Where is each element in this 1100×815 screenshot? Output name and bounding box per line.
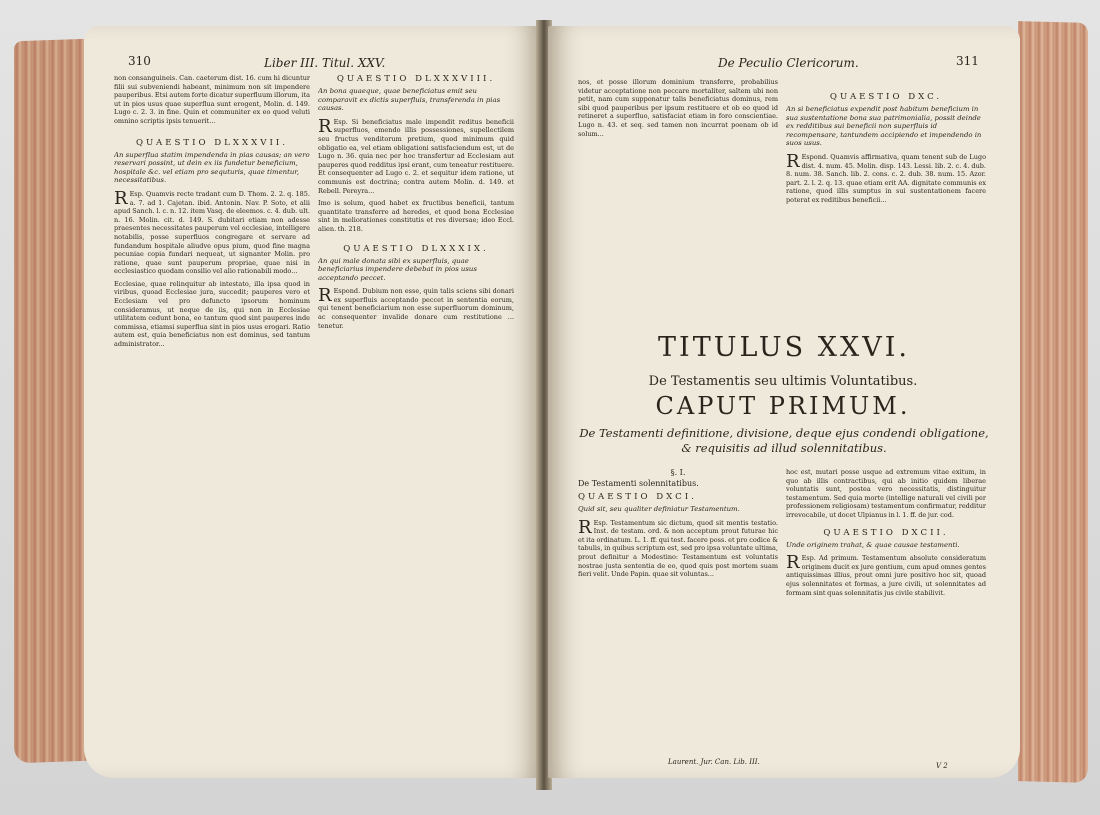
drop-cap: R <box>786 552 800 574</box>
drop-cap: R <box>114 187 128 209</box>
right-page <box>548 26 1020 778</box>
question-text-590: An si beneficiatus expendit post habitum beneficium in sua sustentatione bona sua patrimonialia, possit deinde ex redditibus sui beneficii non superfluis id recompensare, tantundem accipiendo et impendendo in suos usus. <box>786 105 982 148</box>
right-running-head: De Peculio Clericorum. <box>718 56 859 70</box>
question-heading-587: QUAESTIO DLXXXVII. <box>136 137 288 148</box>
question-heading-588: QUAESTIO DLXXXVIII. <box>336 74 496 84</box>
question-heading-590: QUAESTIO DXC. <box>829 92 943 102</box>
question-text-588: An bona quaeque, quae beneficiatus emit seu comparavit ex dictis superfluis, transferenda in pias causas. <box>318 87 501 113</box>
answer-text-589: R Espond. Dubium non esse, quin talis sciens sibi donari ex superfluis acceptando peccet in sententia eorum, qui tenent beneficiarium non esse superfluorum dominum, ac consequenter invalide donare cum restitutione ... tenetur. <box>318 285 514 330</box>
left-page-number: 310 <box>128 54 151 68</box>
titulus-subtitle: De Testamentis seu ultimis Voluntatibus. <box>648 374 918 389</box>
drop-cap: R <box>786 150 800 172</box>
answer-text-588: R Esp. Si beneficiatus male impendit reditus beneficii superfluos, emendo illis possessiones, supellectilem seu fructus venditorum pretium, quod minimum quid obligatio ea, vel etiam obligationi satisfaciendum est, ut de Lugo n. 36. quia nec per hoc transfertur ad Ecclesiam aut pauperes quod redditus ipsi erant, cum teneatur restituere. Et consequenter ad Lugo c. 2. et sequitur idem ratione, ut communis est doctrina; contra autem Molin. d. 149. et Rebell. Pereyra... <box>318 115 514 195</box>
left-page <box>84 26 540 778</box>
answer-text-592: R Esp. Ad primum. Testamentum absolute consideratum originem ducit ex jure gentium, cum apud omnes gentes antiquissimas illius, prout omni jure positivo hoc sit, quoad ejus solennitates et formas, a jure civili, ut solennitates ad formam sint quas solennitatis jus civile stabilivit. <box>786 552 986 597</box>
question-text-587: An superflua statim impendenda in pias causas; an vero reservari possint, ut dein ex iis fundetur beneficium, hospitale &c. vel etiam pro sequturis, quae timentur, necessitatibus. <box>114 150 310 185</box>
right-bottom-column-2 <box>786 468 986 768</box>
right-page-number: 311 <box>956 54 979 68</box>
question-text-592: Unde originem trahat, & quae causae testamenti. <box>786 540 960 549</box>
answer-text-591: R Esp. Testamentum sic dictum, quod sit mentis testatio. Inst. de testam. ord. & non acceptum prout futurae hic et ita ordinatum. L. 1. ff. qui test. facere poss. et pro codice & tabulis, in quibus scriptum est, sed pro ipsa voluntate ultima, prout definitur a Modestino: Testamentum est voluntatis nostrae justa sententia de eo, quod quis post mortem suam fieri velit. Unde Papin. quae sit voluntas... <box>578 516 778 579</box>
section-mark: §. I. <box>670 468 686 477</box>
caput-heading: CAPUT PRIMUM. <box>655 392 911 420</box>
titulus-heading: TITULUS XXVI. <box>658 332 910 363</box>
left-column-1 <box>114 74 310 764</box>
drop-cap: R <box>578 516 592 538</box>
answer-text-587: R Esp. Quamvis recte tradant cum D. Thom. 2. 2. q. 185. a. 7. ad 1. Cajetan. ibid. Antonin. Nav. P. Soto, et alii apud Sanch. l. c. n. 12. item Vasq. de eleemos. c. 4. dub. ult. n. 16. Molin. cit. d. 149. S. dubitari etiam non adesse praesentes necessitates pauperum vel ecclesiae, intelligere notabilis, posse superfluos congregare et servare ad fundandum hospitale aliudve opus pium, quod fine magna pecuniae copia fundari nequeat, ut signanter Molin. pro ratione, quae sunt pauperum propriae, quae nisi in ecclesiastico quodam consilio vel alio rationabili modo... <box>114 187 310 276</box>
left-running-head: Liber III. Titul. XXV. <box>264 56 386 70</box>
continued-answer-589: nos, et posse illorum dominium transferre, probabilius videtur acceptatione non peccare mortaliter, saltem ubi non petit, nam cum supponatur talis beneficiatus dominus, rem sibi quod pauperibus per ipsum restituere et ob eo quod id retineret a superfluo, satisfaciat etiam in foro conscientiae. Lugo n. 43. et seq. sed tamen non incurrat poenam ob id solum... <box>578 78 778 138</box>
answer-text-590: R Espond. Quamvis affirmativa, quam tenent sub de Lugo dist. 4. num. 45. Molin. disp. 143. Lessi. lib. 2. c. 4. dub. 8. num. 38. Sanch. lib. 2. cons. c. 2. dub. 38. num. 15. Azor. part. 2. l. 2. q. 13. quae etiam erit AA. dignitate communis ex ratione, quod illis sumptus in sui sustentationem facere poterat ex reditibus beneficii... <box>786 150 986 204</box>
caput-subtitle: De Testamenti definitione, divisione, deque ejus condendi obligatione, & requisitis ad illud solennitatibus. <box>579 426 989 455</box>
question-heading-589: QUAESTIO DLXXXIX. <box>343 243 489 254</box>
right-top-column-1 <box>578 78 778 328</box>
question-heading-592: QUAESTIO DXCII. <box>823 527 949 538</box>
left-page-edges <box>14 39 88 764</box>
left-column-2 <box>318 74 514 764</box>
drop-cap: R <box>318 115 332 137</box>
right-bottom-column-1 <box>578 468 778 768</box>
footer-gathering-mark: V 2 <box>936 762 948 770</box>
answer-continuation-588: Imo is solum, quod habet ex fructibus beneficii, tantum quantitate transferre ad heredes, et quod bona Ecclesiae sint in meliorationes constitutis et res diversae; ideo Eccl. alien. th. 218. <box>318 199 514 233</box>
answer-continuation-591: hoc est, mutari posse usque ad extremum vitae exitum, in quo ab illis contractibus, qui ab initio quidem liberae voluntatis sunt, postea vero necessitatis, distinguitur testamentum. Sed quia morte (intellige naturali vel civili per professionem religiosam) testamentum confirmatur, redditur irrevocabile, ut docet Ulpianus in l. 1. ff. de jur. cod. <box>786 468 986 519</box>
left-intro-text: non consanguineis. Can. caeterum dist. 16. cum hi dicuntur filii sui subveniendi habeant, minimum non sit impendere pauperibus. Etsi autem forte dicatur superfluum illorum, ita ut in pios usus quae superflua sunt erogent, Molin. d. 149. Lugo c. 2. 3. in fine. Quin et communiter ex eo quod veluti omnino scriptis ipsis tenuerit... <box>114 74 310 125</box>
section-heading: De Testamenti solennitatibus. <box>578 479 699 488</box>
drop-cap: R <box>318 285 332 307</box>
right-page-edges <box>1018 21 1088 783</box>
question-text-589: An qui male donata sibi ex superfluis, quae beneficiarius impendere debebat in pios usus acceptando peccet. <box>318 256 477 282</box>
answer-continuation-587: Ecclesiae, quae relinquitur ab intestato, illa ipsa quod in viribus, quoad Ecclesiae jura, succedit; pauperes vero et Ecclesiam vel pro defuncto ipsorum hominum consideramus, ut neque de iis, qui non in Ecclesiae utilitatem cedunt bona, eo tantum quod sint pauperes inde commissa, etiamsi superflua sint in pios usus erogari. Ratio autem est, quia beneficiatus non est dominus, sed tantum administrator... <box>114 279 310 349</box>
question-text-591: Quid sit, seu qualiter definiatur Testamentum. <box>578 505 740 513</box>
question-heading-591: QUAESTIO DXCI. <box>578 492 697 502</box>
footer-signature: Laurent. Jur. Can. Lib. III. <box>668 758 760 766</box>
right-top-column-2 <box>786 92 986 328</box>
